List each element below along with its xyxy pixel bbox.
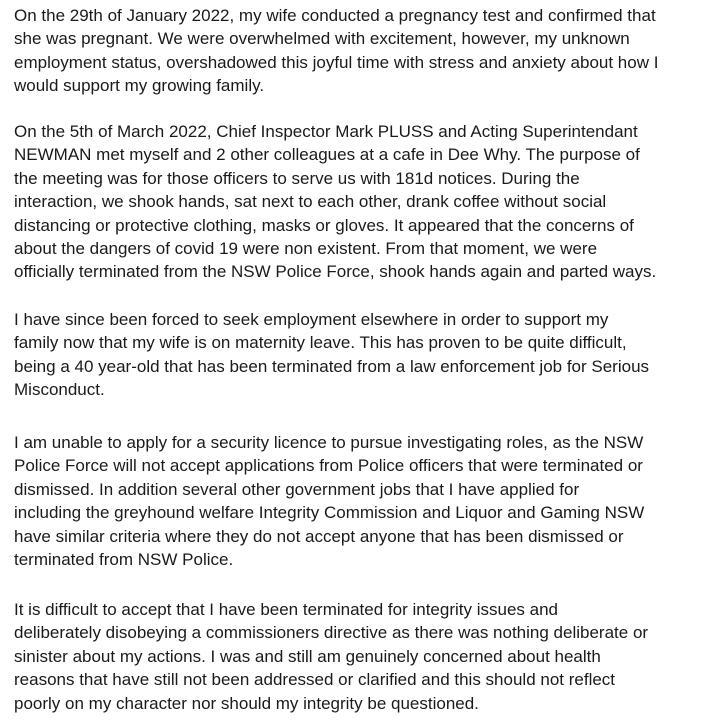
paragraph-line: dismissed. In addition several other government jobs that I have applied for bbox=[14, 479, 580, 499]
paragraph-line: about the dangers of covid 19 were non existent. From that moment, we were bbox=[14, 239, 598, 259]
paragraph-line: It is difficult to accept that I have been terminated for integrity issues and bbox=[14, 600, 558, 619]
paragraph-line: have similar criteria where they do not accept anyone that has been dismissed or bbox=[14, 526, 624, 546]
paragraph-line: being a 40 year-old that has been terminated from a law enforcement job for Serious bbox=[14, 356, 650, 376]
paragraph-line: including the greyhound welfare Integrity Commission and Liquor and Gaming NSW bbox=[14, 503, 645, 523]
paragraph-line: family now that my wife is on maternity leave. This has proven to be quite difficult, bbox=[14, 333, 627, 353]
paragraph-line: the meeting was for those officers to serve us with 181d notices. During the bbox=[14, 168, 580, 188]
paragraph-line: terminated from NSW Police. bbox=[14, 550, 234, 570]
paragraph-line: NEWMAN met myself and 2 other colleagues at a cafe in Dee Why. The purpose of bbox=[14, 145, 640, 165]
paragraph-line: I am unable to apply for a security licence to pursue investigating roles, as the NSW bbox=[14, 433, 644, 452]
paragraph-security-licence bbox=[14, 431, 644, 571]
paragraph-line: deliberately disobeying a commissioners directive as there was nothing deliberate or bbox=[14, 623, 649, 643]
paragraph-integrity bbox=[14, 598, 648, 715]
paragraph-line: distancing or protective clothing, masks or gloves. It appeared that the concerns of bbox=[14, 215, 634, 235]
paragraph-line: On the 29th of January 2022, my wife conducted a pregnancy test and confirmed that bbox=[14, 6, 656, 25]
paragraph-line: I have since been forced to seek employment elsewhere in order to support my bbox=[14, 310, 609, 329]
paragraph-line: poorly on my character nor should my integrity be questioned. bbox=[14, 693, 479, 713]
paragraph-line: On the 5th of March 2022, Chief Inspector Mark PLUSS and Acting Superintendant bbox=[14, 122, 638, 141]
paragraph-cafe-meeting bbox=[14, 120, 656, 284]
paragraph-employment bbox=[14, 308, 649, 402]
paragraph-line: would support my growing family. bbox=[14, 76, 265, 96]
paragraph-line: Misconduct. bbox=[14, 380, 105, 400]
paragraph-line: she was pregnant. We were overwhelmed with excitement, however, my unknown bbox=[14, 29, 630, 49]
paragraph-line: officially terminated from the NSW Police Force, shook hands again and parted ways. bbox=[14, 262, 657, 282]
paragraph-line: interaction, we shook hands, sat next to each other, drank coffee without social bbox=[14, 192, 607, 212]
paragraph-line: Police Force will not accept applications from Police officers that were terminated or bbox=[14, 456, 643, 476]
paragraph-line: sinister about my actions. I was and still am genuinely concerned about health bbox=[14, 646, 601, 666]
paragraph-line: employment status, overshadowed this joyful time with stress and anxiety about how I bbox=[14, 52, 659, 72]
paragraph-line: reasons that have still not been addressed or clarified and this should not reflect bbox=[14, 670, 616, 690]
paragraph-pregnancy bbox=[14, 4, 658, 98]
